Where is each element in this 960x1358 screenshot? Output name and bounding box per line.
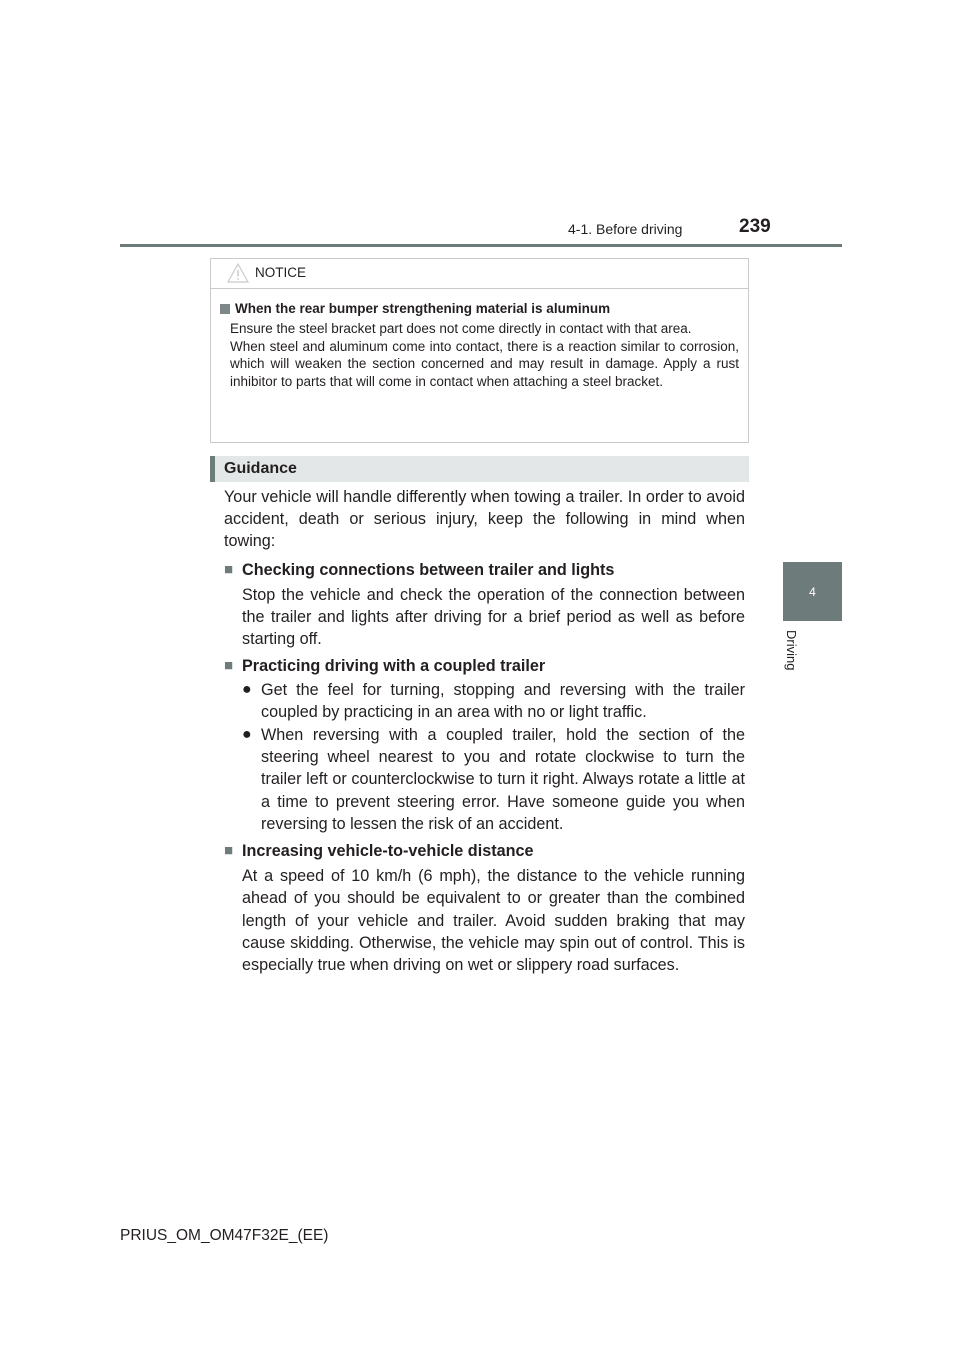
topic-heading <box>224 655 745 677</box>
guidance-intro: Your vehicle will handle differently when towing a trailer. In order to avoid accident, death or serious injury, keep the following in mind when towing: <box>224 488 745 551</box>
section-title: 4-1. Before driving <box>568 221 683 237</box>
notice-paragraph: When steel and aluminum come into contact, there is a reaction similar to corrosion, which will weaken the section concerned and may result in damage. Apply a rust inhibitor to parts that will come in contact when attaching a steel bracket. <box>230 338 739 389</box>
round-bullet-icon: ● <box>242 680 252 698</box>
heading-accent <box>210 456 215 482</box>
topic-body: Stop the vehicle and check the operation of the connection between the trailer and lights after driving for a brief period as well as before starting off. <box>242 585 745 649</box>
topic-heading <box>224 559 745 581</box>
guidance-heading-bar <box>210 456 749 482</box>
page-number: 239 <box>739 216 771 237</box>
round-bullet-icon: ● <box>242 726 252 744</box>
topic-title: Increasing vehicle-to-vehicle distance <box>242 842 534 861</box>
square-bullet-icon: ■ <box>224 657 234 675</box>
notice-subheading <box>220 301 739 316</box>
warning-triangle-icon <box>227 263 249 283</box>
topic-title: Checking connections between trailer and lights <box>242 560 615 579</box>
notice-body <box>211 289 748 390</box>
chapter-tab[interactable] <box>783 562 842 621</box>
chapter-label-text: Driving <box>784 630 799 671</box>
notice-paragraph: Ensure the steel bracket part does not come directly in contact with that area. <box>230 321 692 336</box>
document-id: PRIUS_OM_OM47F32E_(EE) <box>120 1227 329 1244</box>
notice-header <box>211 259 748 289</box>
chapter-number: 4 <box>809 584 816 599</box>
list-item-text: When reversing with a coupled trailer, hold the section of the steering wheel nearest to you and rotate clockwise to turn the trailer left or counterclockwise to turn it right. Always rotate a little at a time to prevent steering error. Have someone guide you when reversing to lessen the risk of an accident. <box>261 726 745 833</box>
guidance-content <box>224 486 745 980</box>
header-rule <box>120 244 842 247</box>
square-bullet-icon: ■ <box>224 560 234 578</box>
notice-subheading-text: When the rear bumper strengthening material is aluminum <box>235 301 611 316</box>
guidance-heading: Guidance <box>224 460 297 477</box>
list-item <box>224 724 745 835</box>
square-bullet-icon <box>220 304 230 314</box>
list-item <box>224 679 745 723</box>
list-item-text: Get the feel for turning, stopping and reversing with the trailer coupled by practicing in an area with no or light traffic. <box>261 680 745 721</box>
square-bullet-icon: ■ <box>224 842 234 860</box>
notice-title: NOTICE <box>255 265 307 280</box>
topic-title: Practicing driving with a coupled trailer <box>242 657 546 676</box>
topic-heading <box>224 840 745 862</box>
topic-body: At a speed of 10 km/h (6 mph), the distance to the vehicle running ahead of you should be equivalent to or greater than the combined length of your vehicle and trailer. Avoid sudden braking that may cause skidding. Otherwise, the vehicle may spin out of control. This is especially true when driving on wet or slippery road surfaces. <box>242 867 745 975</box>
chapter-label <box>785 630 805 680</box>
notice-box <box>210 258 749 443</box>
